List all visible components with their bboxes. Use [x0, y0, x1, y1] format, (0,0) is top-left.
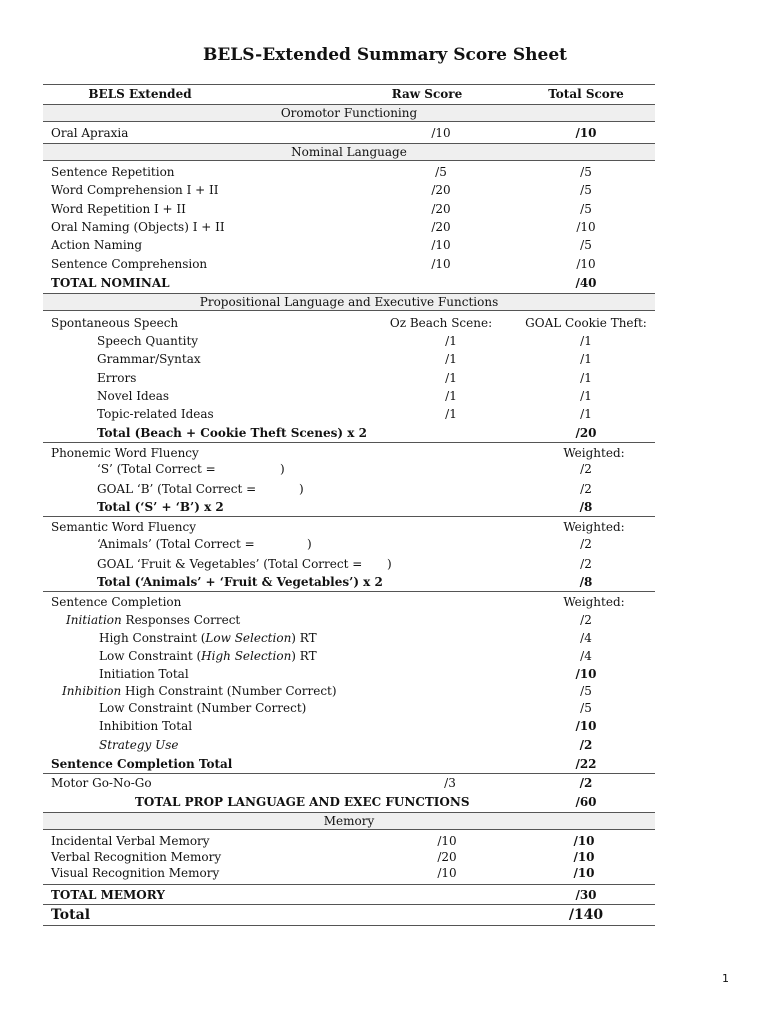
- row-spontaneous-speech-total: GOAL Cookie Theft:: [525, 316, 647, 330]
- row-grammar-total: /1: [580, 352, 592, 366]
- row-verbal-recognition-raw: /20: [437, 850, 457, 864]
- row-inhibition-high-label: [62, 684, 337, 698]
- row-strategy-use-label: Strategy Use: [99, 738, 179, 752]
- row-word-repetition-label: Word Repetition I + II: [51, 202, 186, 216]
- row-action-naming-raw: /10: [431, 238, 451, 252]
- row-action-naming-label: Action Naming: [51, 238, 143, 252]
- row-word-comprehension-label: Word Comprehension I + II: [51, 183, 219, 197]
- low-constraint-text: Low Constraint (: [99, 649, 202, 663]
- page-title: BELS-Extended Summary Score Sheet: [202, 45, 568, 65]
- row-sentence-repetition-label: Sentence Repetition: [51, 165, 175, 179]
- high-constraint-rt-text: ) RT: [291, 631, 317, 645]
- row-visual-recognition-total: /10: [573, 866, 595, 880]
- row-inhibition-total-label: Inhibition Total: [99, 719, 193, 733]
- row-semantic-fruit-total: /2: [580, 557, 592, 571]
- row-oral-naming-label: Oral Naming (Objects) I + II: [51, 220, 225, 234]
- table-rule: [43, 591, 655, 592]
- row-semantic-label: Semantic Word Fluency: [51, 520, 196, 534]
- row-sentence-completion-label: Sentence Completion: [51, 595, 182, 609]
- row-incidental-memory-label: Incidental Verbal Memory: [51, 834, 210, 848]
- row-incidental-memory-total: /10: [573, 834, 595, 848]
- row-errors-label: Errors: [97, 371, 137, 385]
- row-topic-ideas-total: /1: [580, 407, 592, 421]
- row-low-constraint-rt-total: /4: [580, 649, 592, 663]
- row-grammar-raw: /1: [445, 352, 457, 366]
- row-incidental-memory-raw: /10: [437, 834, 457, 848]
- row-semantic-fruit-label: GOAL ‘Fruit & Vegetables’ (Total Correct =: [97, 557, 363, 571]
- table-rule: [43, 925, 655, 926]
- row-oral-apraxia-total: /10: [575, 126, 597, 140]
- section-nominal: Nominal Language: [43, 143, 655, 161]
- row-semantic-total-total: /8: [579, 575, 593, 589]
- row-total-nominal-total: /40: [575, 276, 597, 290]
- row-phonemic-label: Phonemic Word Fluency: [51, 446, 199, 460]
- row-oral-naming-total: /10: [576, 220, 596, 234]
- row-sentence-completion-total-total: /22: [575, 757, 597, 771]
- row-motor-go-label: Motor Go-No-Go: [51, 776, 152, 790]
- low-constraint-rt-text: ) RT: [291, 649, 317, 663]
- row-semantic-fruit-close: ): [387, 557, 392, 571]
- section-memory: Memory: [43, 812, 655, 830]
- high-constraint-text: High Constraint (: [99, 631, 206, 645]
- row-total-memory-label: TOTAL MEMORY: [51, 888, 165, 902]
- row-phonemic-s-label: ‘S’ (Total Correct =: [97, 462, 216, 476]
- row-phonemic-weighted: Weighted:: [563, 446, 625, 460]
- row-sentence-completion-total-label: Sentence Completion Total: [51, 757, 233, 771]
- row-word-comprehension-total: /5: [580, 183, 592, 197]
- row-verbal-recognition-total: /10: [573, 850, 595, 864]
- row-semantic-animals-close: ): [307, 537, 312, 551]
- row-phonemic-b-total: /2: [580, 482, 592, 496]
- section-propositional: Propositional Language and Executive Functions: [43, 293, 655, 311]
- row-speech-quantity-raw: /1: [445, 334, 457, 348]
- row-sentence-comprehension-raw: /10: [431, 257, 451, 271]
- row-total-prop-label: TOTAL PROP LANGUAGE AND EXEC FUNCTIONS: [135, 795, 470, 809]
- inhibition-high-text: High Constraint (Number Correct): [121, 684, 337, 698]
- page-number: 1: [722, 972, 729, 985]
- row-spontaneous-speech-label: Spontaneous Speech: [51, 316, 179, 330]
- row-grammar-label: Grammar/Syntax: [97, 352, 201, 366]
- initiation-responses-text: Responses Correct: [121, 613, 241, 627]
- row-sentence-completion-weighted: Weighted:: [563, 595, 625, 609]
- header-raw-score: Raw Score: [391, 87, 463, 101]
- row-sentence-comprehension-label: Sentence Comprehension: [51, 257, 208, 271]
- row-motor-go-raw: /3: [444, 776, 456, 790]
- row-semantic-animals-total: /2: [580, 537, 592, 551]
- row-novel-ideas-raw: /1: [445, 389, 457, 403]
- low-selection-italic: Low Selection: [205, 631, 292, 645]
- row-phonemic-s-close: ): [280, 462, 285, 476]
- row-grand-total-total: /140: [568, 907, 604, 923]
- row-initiation-responses-label: [66, 613, 240, 627]
- header-total-score: Total Score: [548, 87, 624, 101]
- section-oromotor: Oromotor Functioning: [43, 104, 655, 122]
- high-selection-italic: High Selection: [201, 649, 292, 663]
- row-total-memory-total: /30: [575, 888, 597, 902]
- row-speech-quantity-total: /1: [580, 334, 592, 348]
- row-word-repetition-total: /5: [580, 202, 592, 216]
- row-phonemic-b-close: ): [299, 482, 304, 496]
- row-semantic-animals-label: ‘Animals’ (Total Correct =: [97, 537, 255, 551]
- row-novel-ideas-label: Novel Ideas: [97, 389, 170, 403]
- row-grand-total-label: Total: [51, 907, 91, 923]
- row-word-comprehension-raw: /20: [431, 183, 451, 197]
- row-total-beach-label: Total (Beach + Cookie Theft Scenes) x 2: [97, 426, 367, 440]
- table-rule: [43, 516, 655, 517]
- row-semantic-weighted: Weighted:: [563, 520, 625, 534]
- inhibition-italic: Inhibition: [62, 684, 122, 698]
- row-topic-ideas-raw: /1: [445, 407, 457, 421]
- table-rule: [43, 84, 655, 85]
- table-rule: [43, 773, 655, 774]
- row-phonemic-total-total: /8: [579, 500, 593, 514]
- table-rule: [43, 904, 655, 905]
- row-phonemic-total-label: Total (‘S’ + ‘B’) x 2: [97, 500, 224, 514]
- row-visual-recognition-label: Visual Recognition Memory: [51, 866, 220, 880]
- row-high-constraint-rt-total: /4: [580, 631, 592, 645]
- row-motor-go-total: /2: [579, 776, 593, 790]
- row-inhibition-total-total: /10: [575, 719, 597, 733]
- row-inhibition-high-total: /5: [580, 684, 592, 698]
- row-spontaneous-speech-raw: Oz Beach Scene:: [389, 316, 493, 330]
- row-phonemic-s-total: /2: [580, 462, 592, 476]
- row-total-prop-total: /60: [575, 795, 597, 809]
- row-phonemic-b-label: GOAL ‘B’ (Total Correct =: [97, 482, 257, 496]
- row-semantic-total-label: Total (‘Animals’ + ‘Fruit & Vegetables’) x 2: [97, 575, 383, 589]
- row-sentence-repetition-total: /5: [580, 165, 592, 179]
- row-initiation-total-total: /10: [575, 667, 597, 681]
- initiation-italic: Initiation: [66, 613, 122, 627]
- row-total-nominal-label: TOTAL NOMINAL: [51, 276, 170, 290]
- row-oral-apraxia-raw: /10: [431, 126, 451, 140]
- row-sentence-comprehension-total: /10: [576, 257, 596, 271]
- row-low-constraint-rt-label: [99, 649, 317, 663]
- row-speech-quantity-label: Speech Quantity: [97, 334, 199, 348]
- row-topic-ideas-label: Topic-related Ideas: [97, 407, 214, 421]
- row-verbal-recognition-label: Verbal Recognition Memory: [51, 850, 222, 864]
- row-initiation-responses-total: /2: [580, 613, 592, 627]
- row-inhibition-low-label: Low Constraint (Number Correct): [99, 701, 307, 715]
- row-errors-total: /1: [580, 371, 592, 385]
- row-total-beach-total: /20: [575, 426, 597, 440]
- table-rule: [43, 442, 655, 443]
- row-action-naming-total: /5: [580, 238, 592, 252]
- row-oral-naming-raw: /20: [431, 220, 451, 234]
- row-errors-raw: /1: [445, 371, 457, 385]
- row-inhibition-low-total: /5: [580, 701, 592, 715]
- row-word-repetition-raw: /20: [431, 202, 451, 216]
- row-oral-apraxia-label: Oral Apraxia: [51, 126, 129, 140]
- row-strategy-use-total: /2: [579, 738, 593, 752]
- row-high-constraint-rt-label: [99, 631, 317, 645]
- row-sentence-repetition-raw: /5: [435, 165, 447, 179]
- header-bels-extended: BELS Extended: [88, 87, 192, 101]
- row-novel-ideas-total: /1: [580, 389, 592, 403]
- row-visual-recognition-raw: /10: [437, 866, 457, 880]
- table-rule: [43, 884, 655, 885]
- row-initiation-total-label: Initiation Total: [99, 667, 189, 681]
